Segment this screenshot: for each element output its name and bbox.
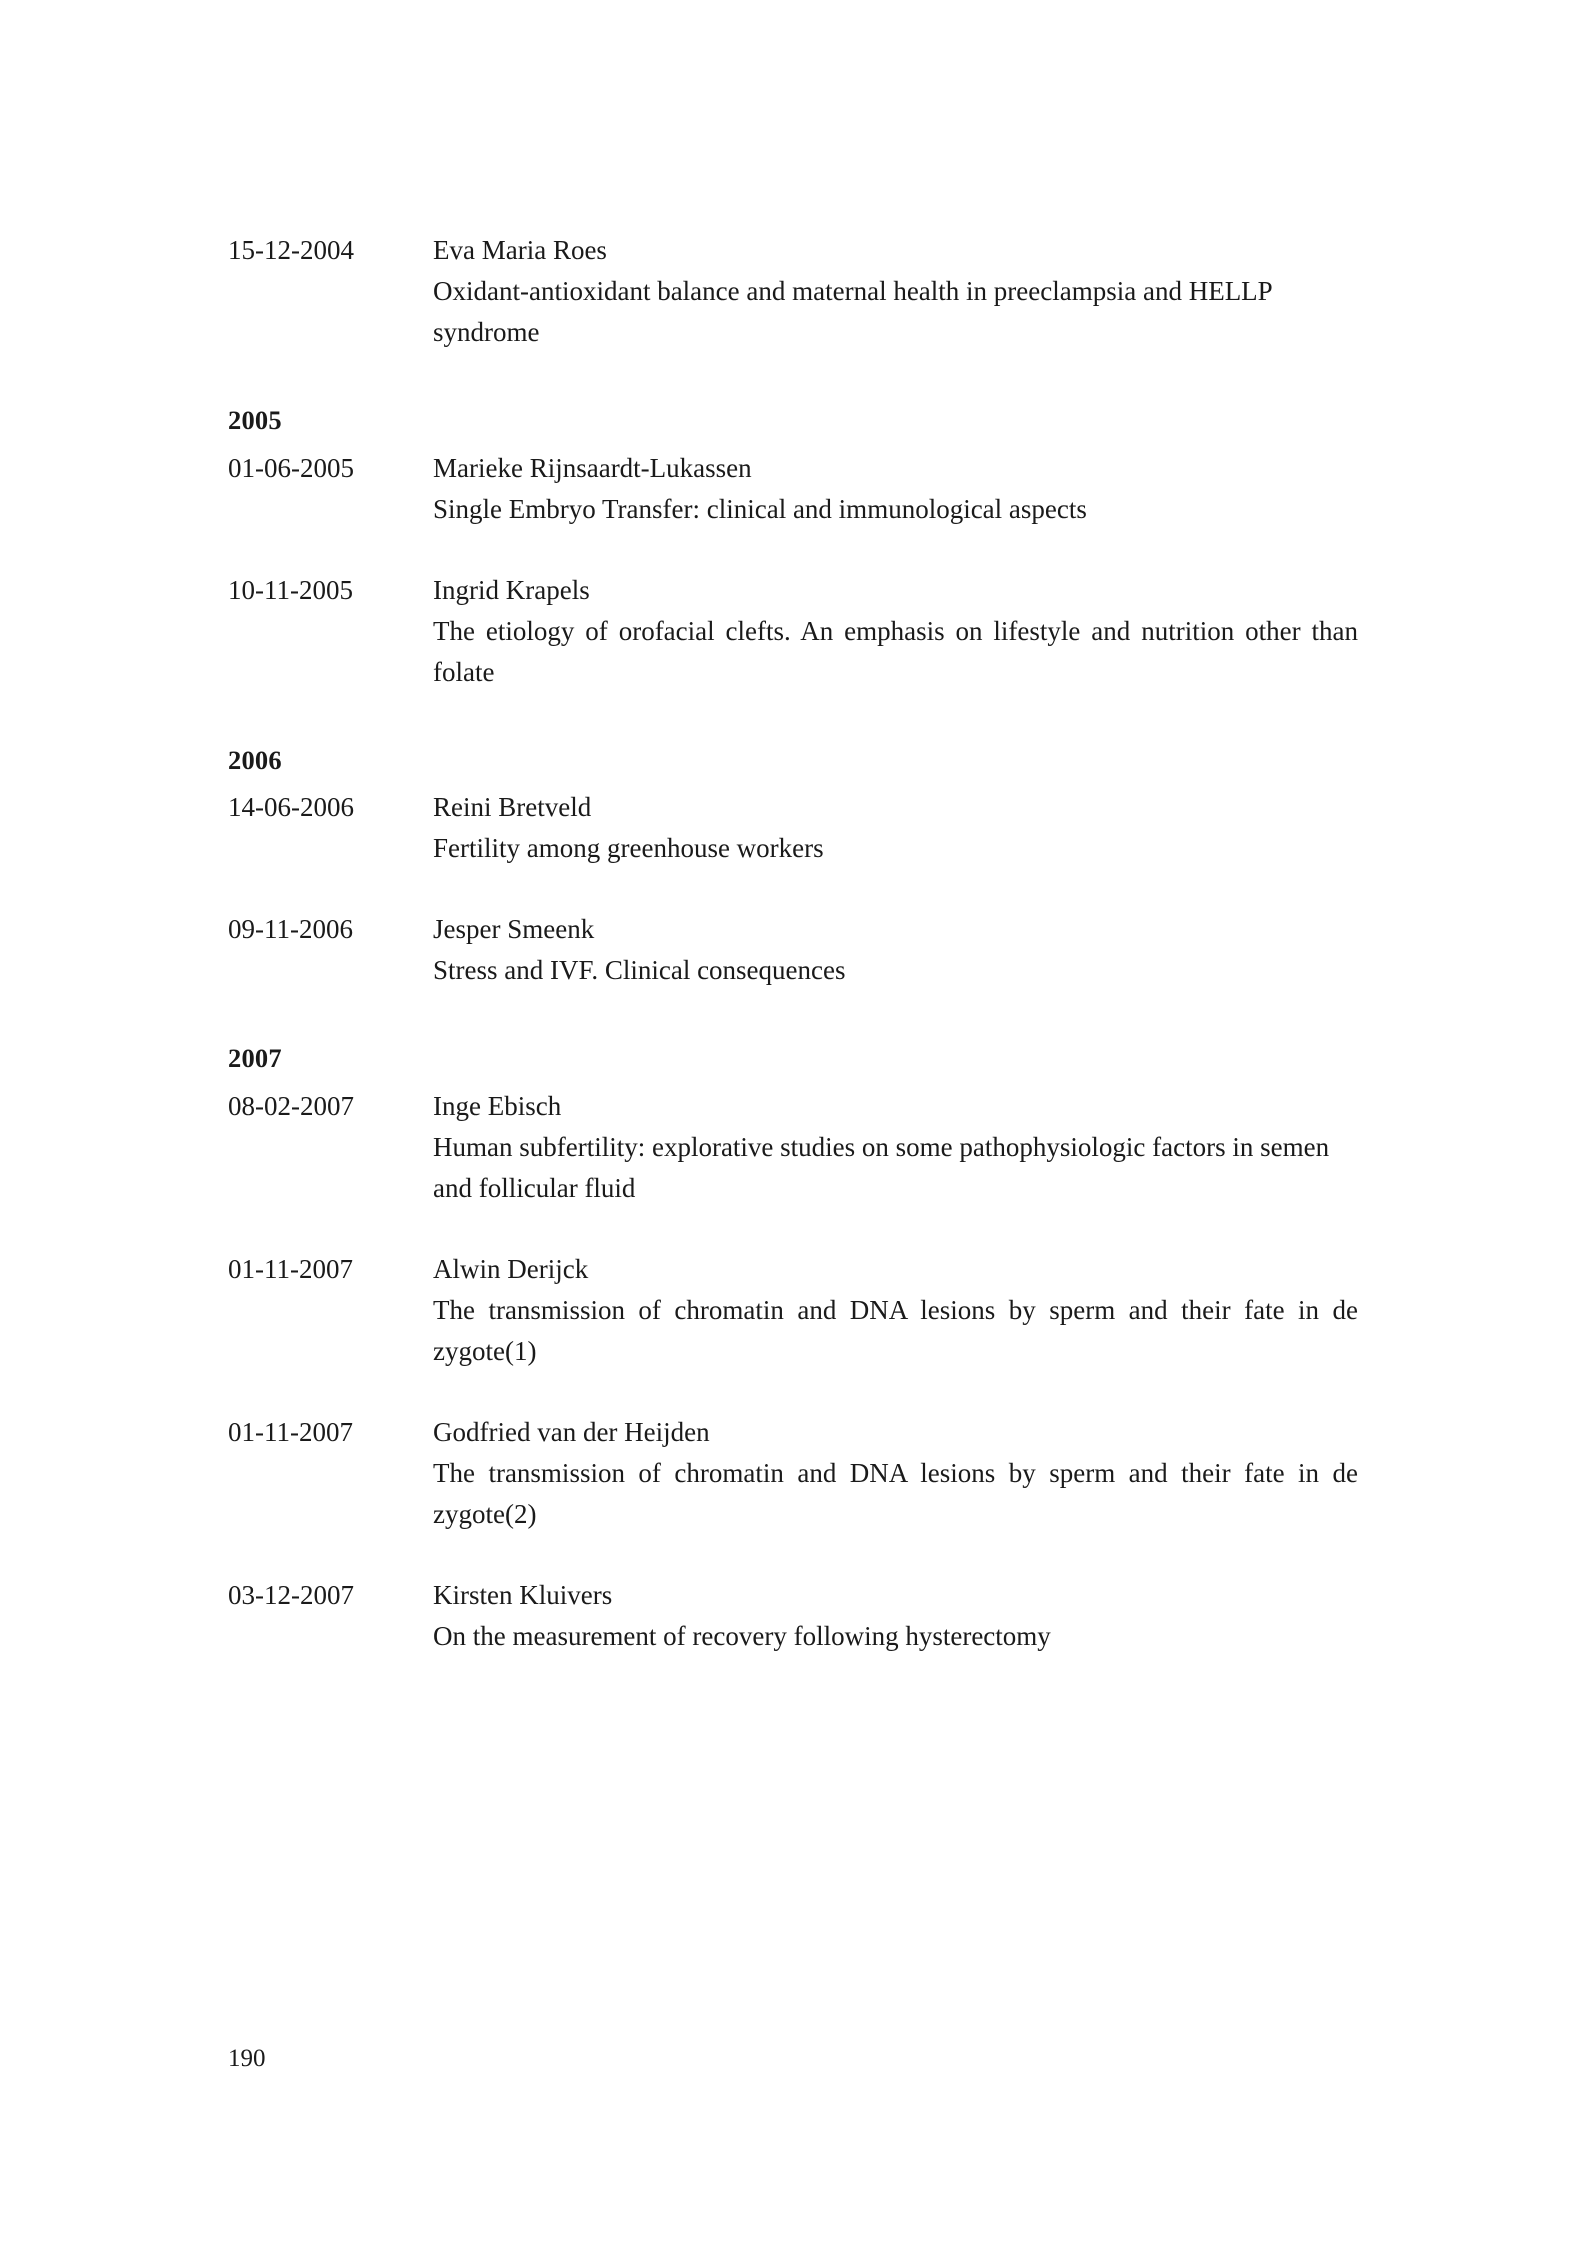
entry-title: Fertility among greenhouse workers bbox=[433, 833, 824, 864]
thesis-entry bbox=[228, 1412, 1358, 1535]
year-section bbox=[228, 230, 1358, 353]
year-section bbox=[228, 744, 1358, 992]
entry-body bbox=[433, 1412, 1358, 1535]
entry-date: 14-06-2006 bbox=[228, 792, 354, 823]
entry-body bbox=[433, 230, 1358, 353]
entry-title: The transmission of chromatin and DNA lesions by sperm and their fate in de zygote(2) bbox=[433, 1458, 1358, 1530]
entry-body bbox=[433, 1086, 1358, 1209]
thesis-entry bbox=[228, 1086, 1358, 1209]
entry-title: The transmission of chromatin and DNA lesions by sperm and their fate in de zygote(1) bbox=[433, 1295, 1358, 1367]
entry-author: Alwin Derijck bbox=[433, 1253, 589, 1284]
entry-author: Kirsten Kluivers bbox=[433, 1580, 613, 1611]
thesis-entry bbox=[228, 909, 1358, 991]
entry-date: 15-12-2004 bbox=[228, 235, 354, 265]
year-section bbox=[228, 1045, 1358, 1657]
entry-body bbox=[433, 909, 1358, 991]
entry-author: Reini Bretveld bbox=[433, 792, 592, 823]
entry-title: Human subfertility: explorative studies on some pathophysiologic factors in semen and follicular fluid bbox=[433, 1131, 1330, 1203]
entry-title: Stress and IVF. Clinical consequences bbox=[433, 955, 846, 986]
entry-body bbox=[433, 1575, 1358, 1657]
entry-title: On the measurement of recovery following hysterectomy bbox=[433, 1621, 1051, 1652]
year-heading: 2007 bbox=[228, 1043, 282, 1074]
page-number: 190 bbox=[228, 2045, 266, 2072]
entry-body bbox=[433, 570, 1358, 693]
entry-author: Ingrid Krapels bbox=[433, 574, 590, 605]
entry-author: Jesper Smeenk bbox=[433, 914, 595, 945]
entry-date: 08-02-2007 bbox=[228, 1090, 354, 1121]
entry-date: 10-11-2005 bbox=[228, 574, 353, 605]
year-heading: 2006 bbox=[228, 744, 282, 775]
entry-title: Single Embryo Transfer: clinical and immunological aspects bbox=[433, 493, 1087, 524]
entry-body bbox=[433, 787, 1358, 869]
entry-date: 01-11-2007 bbox=[228, 1253, 353, 1284]
thesis-entry bbox=[228, 448, 1358, 530]
year-heading: 2005 bbox=[228, 405, 282, 436]
entry-author: Inge Ebisch bbox=[433, 1090, 562, 1121]
thesis-entry bbox=[228, 1249, 1358, 1372]
entry-author: Eva Maria Roes bbox=[433, 235, 607, 265]
entry-body bbox=[433, 1249, 1358, 1372]
thesis-entry bbox=[228, 570, 1358, 693]
entry-date: 01-06-2005 bbox=[228, 452, 354, 483]
thesis-entry bbox=[228, 1575, 1358, 1657]
entry-author: Marieke Rijnsaardt-Lukassen bbox=[433, 452, 752, 483]
entry-date: 03-12-2007 bbox=[228, 1580, 354, 1611]
entry-title: The etiology of orofacial clefts. An emphasis on lifestyle and nutrition other than folate bbox=[433, 615, 1358, 687]
entry-author: Godfried van der Heijden bbox=[433, 1417, 710, 1448]
entry-body bbox=[433, 448, 1358, 530]
year-section bbox=[228, 407, 1358, 693]
entry-date: 09-11-2006 bbox=[228, 914, 353, 945]
thesis-list bbox=[228, 230, 1358, 1657]
thesis-entry bbox=[228, 230, 1358, 353]
entry-title: Oxidant-antioxidant balance and maternal health in preeclampsia and HELLP syndrome bbox=[433, 276, 1272, 348]
entry-date: 01-11-2007 bbox=[228, 1417, 353, 1448]
thesis-entry bbox=[228, 787, 1358, 869]
